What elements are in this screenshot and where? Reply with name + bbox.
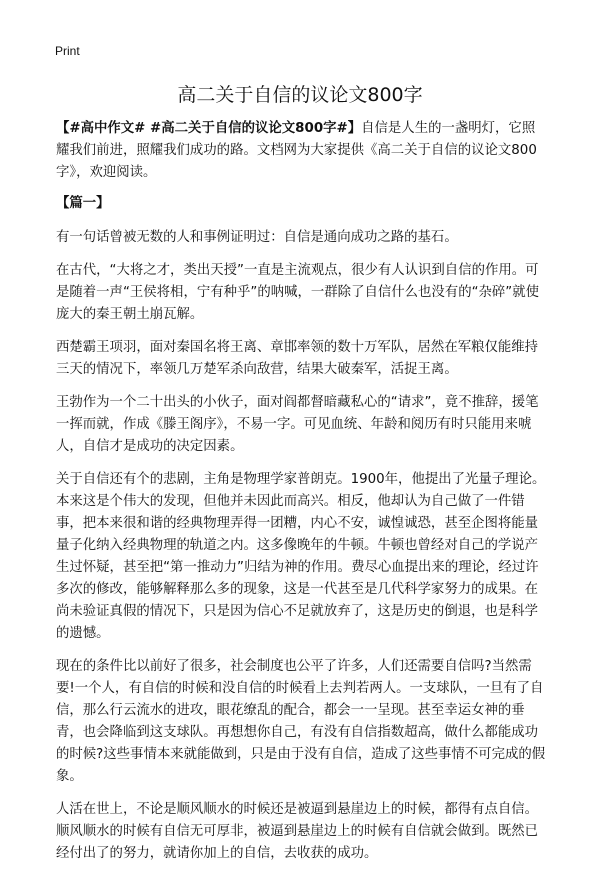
article-body [56,118,548,876]
intro-text: 自信是人生的一盏明灯，它照耀我们前进，照耀我们成功的路。文档网为大家提供《高二关于自信的议论文800字》，欢迎阅读。 [56,121,537,180]
paragraph-2: 在古代，“大将之才，类出天授”一直是主流观点，很少有人认识到自信的作用。可是随着一声“王侯将相，宁有种乎”的呐喊，一群除了自信什么也没有的“杂碎”就使庞大的秦王朝土崩瓦解。 [56,263,540,322]
paragraph-3: 西楚霸王项羽，面对秦国名将王离、章邯率领的数十万军队，居然在军粮仅能维持三天的情况下，率领几万楚军杀向敌营，结果大破秦军，活捉王离。 [56,340,539,377]
paragraph-5: 关于自信还有个的悲剧，主角是物理学家普朗克。1900年，他提出了光量子理论。本来这是个伟大的发现，但他并未因此而高兴。相反，他却认为自己做了一件错事，把本来很和谐的经典物理弄得一团糟，内心不安，诚惶诚恐，甚至企图将能量量子化纳入经典物理的轨道之内。这多像晚年的牛顿。牛顿也曾经对自己的学说产生过怀疑，甚至把“第一推动力”归结为神的作用。费尽心血提出来的理论，经过许多次的修改，能够解释那么多的现象，这是一代甚至是几代科学家努力的成果。在尚未验证真假的情况下，只是因为信心不足就放弃了，这是历史的倒退，也是科学的遗憾。 [56,472,546,641]
paragraph-4: 王勃作为一个二十出头的小伙子，面对阎都督暗藏私心的“请求”，竟不推辞，援笔一挥而就，作成《滕王阁序》，不易一字。可见血统、年龄和阅历有时只能用来唬人，自信才是成功的决定因素。 [56,395,539,454]
page-title: 高二关于自信的议论文800字 [177,84,423,106]
intro-tag: 【#高中作文# #高二关于自信的议论文800字#】 [56,121,362,136]
section-heading: 【篇一】 [56,196,110,211]
paragraph-7: 人活在世上，不论是顺风顺水的时候还是被逼到悬崖边上的时候，都得有点自信。顺风顺水的时候有自信无可厚非，被逼到悬崖边上的时候有自信就会做到。既然已经付出了的努力，就请你加上的自信，去收获的成功。 [56,802,539,861]
paragraph-6: 现在的条件比以前好了很多，社会制度也公平了许多，人们还需要自信吗?当然需要!一个人，有自信的时候和没自信的时候看上去判若两人。一支球队，一旦有了自信，那么行云流水的进攻，眼花缭乱的配合，都会一一呈现。甚至幸运女神的垂青，也会降临到这支球队。再想想你自己，有没有自信指数超高，做什么都能成功的时候?这些事情本来就能做到，只是由于没有自信，造成了这些事情不可完成的假象。 [56,659,546,784]
paragraph-1: 有一句话曾被无数的人和事例证明过：自信是通向成功之路的基石。 [56,230,458,245]
intro-paragraph [56,118,548,184]
print-label[interactable]: Print [55,44,80,58]
